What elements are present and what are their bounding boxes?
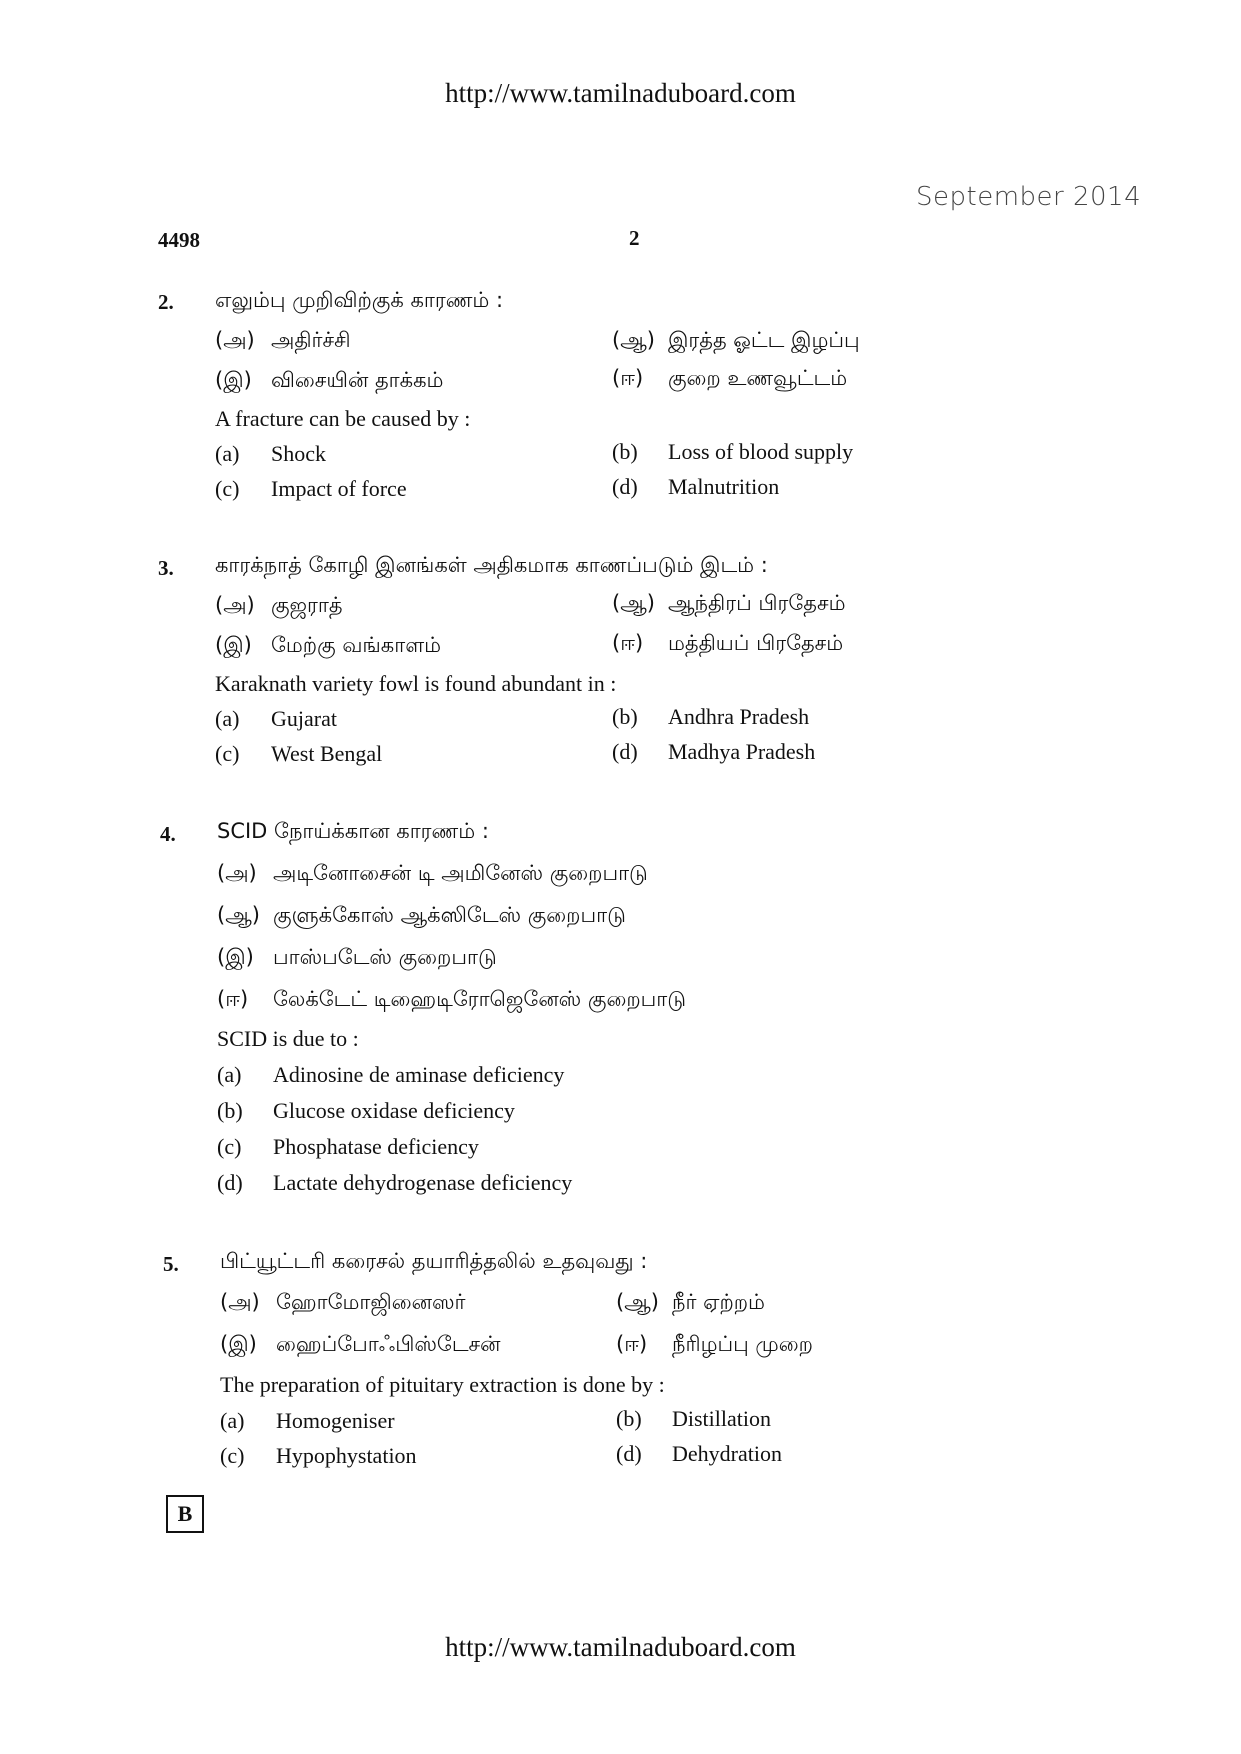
english-question: A fracture can be caused by :: [215, 406, 471, 431]
english-option-a: (a) Gujarat: [215, 706, 337, 731]
english-option-c: (c) Hypophystation: [220, 1443, 417, 1468]
question-number: 3.: [158, 556, 174, 580]
tamil-option-a: (அ) குஜராத்: [215, 593, 343, 617]
tamil-option-c: (இ) பாஸ்படேஸ் குறைபாடு: [217, 945, 497, 969]
english-option-b: (b) Distillation: [616, 1406, 771, 1431]
tamil-option-d: (ஈ) லேக்டேட் டிஹைடிரோஜெனேஸ் குறைபாடு: [217, 987, 686, 1011]
tamil-question: எலும்பு முறிவிற்குக் காரணம் :: [215, 288, 504, 312]
english-question: Karaknath variety fowl is found abundant in :: [215, 671, 617, 696]
english-option-d: (d) Malnutrition: [612, 474, 780, 499]
tamil-option-a: (அ) அதிர்ச்சி: [215, 328, 351, 352]
tamil-question: SCID நோய்க்கான காரணம் :: [217, 819, 489, 843]
tamil-option-d: (ஈ) நீரிழப்பு முறை: [616, 1332, 813, 1356]
booklet-letter-box: B: [166, 1495, 204, 1533]
tamil-option-b: (ஆ) குளுக்கோஸ் ஆக்ஸிடேஸ் குறைபாடு: [217, 903, 626, 927]
tamil-option-d: (ஈ) மத்தியப் பிரதேசம்: [612, 631, 844, 655]
english-option-b: (b) Andhra Pradesh: [612, 704, 810, 729]
tamil-option-c: (இ) விசையின் தாக்கம்: [215, 368, 444, 392]
question-number: 4.: [160, 822, 176, 846]
tamil-option-b: (ஆ) ஆந்திரப் பிரதேசம்: [612, 591, 846, 615]
tamil-option-b: (ஆ) இரத்த ஓட்ட இழப்பு: [612, 328, 860, 352]
tamil-option-a: (அ) அடினோசைன் டி அமினேஸ் குறைபாடு: [217, 861, 648, 885]
paper-code: 4498: [158, 228, 200, 252]
english-option-a: (a) Adinosine de aminase deficiency: [217, 1062, 565, 1087]
page-number: 2: [629, 226, 640, 250]
header-url: http://www.tamilnaduboard.com: [445, 78, 796, 108]
date-note: September 2014: [916, 182, 1142, 212]
tamil-option-c: (இ) ஹைப்போஃபிஸ்டேசன்: [220, 1332, 501, 1356]
english-option-a: (a) Shock: [215, 441, 326, 466]
english-option-c: (c) Impact of force: [215, 476, 407, 501]
tamil-option-c: (இ) மேற்கு வங்காளம்: [215, 633, 442, 657]
english-option-c: (c) Phosphatase deficiency: [217, 1134, 479, 1159]
english-option-d: (d) Madhya Pradesh: [612, 739, 816, 764]
english-option-d: (d) Dehydration: [616, 1441, 782, 1466]
english-option-c: (c) West Bengal: [215, 741, 383, 766]
question-number: 5.: [163, 1252, 179, 1276]
tamil-question: காரக்நாத் கோழி இனங்கள் அதிகமாக காணப்படும் இடம் :: [215, 553, 768, 577]
tamil-question: பிட்யூட்டரி கரைசல் தயாரித்தலில் உதவுவது :: [220, 1249, 648, 1273]
tamil-option-a: (அ) ஹோமோஜினைஸர்: [220, 1290, 466, 1314]
english-question: The preparation of pituitary extraction is done by :: [220, 1372, 665, 1397]
tamil-option-b: (ஆ) நீர் ஏற்றம்: [616, 1290, 765, 1314]
english-option-a: (a) Homogeniser: [220, 1408, 395, 1433]
question-number: 2.: [158, 290, 174, 314]
english-option-d: (d) Lactate dehydrogenase deficiency: [217, 1170, 573, 1195]
tamil-option-d: (ஈ) குறை உணவூட்டம்: [612, 366, 848, 390]
english-option-b: (b) Glucose oxidase deficiency: [217, 1098, 515, 1123]
english-option-b: (b) Loss of blood supply: [612, 439, 854, 464]
english-question: SCID is due to :: [217, 1026, 359, 1051]
footer-url: http://www.tamilnaduboard.com: [445, 1632, 796, 1662]
